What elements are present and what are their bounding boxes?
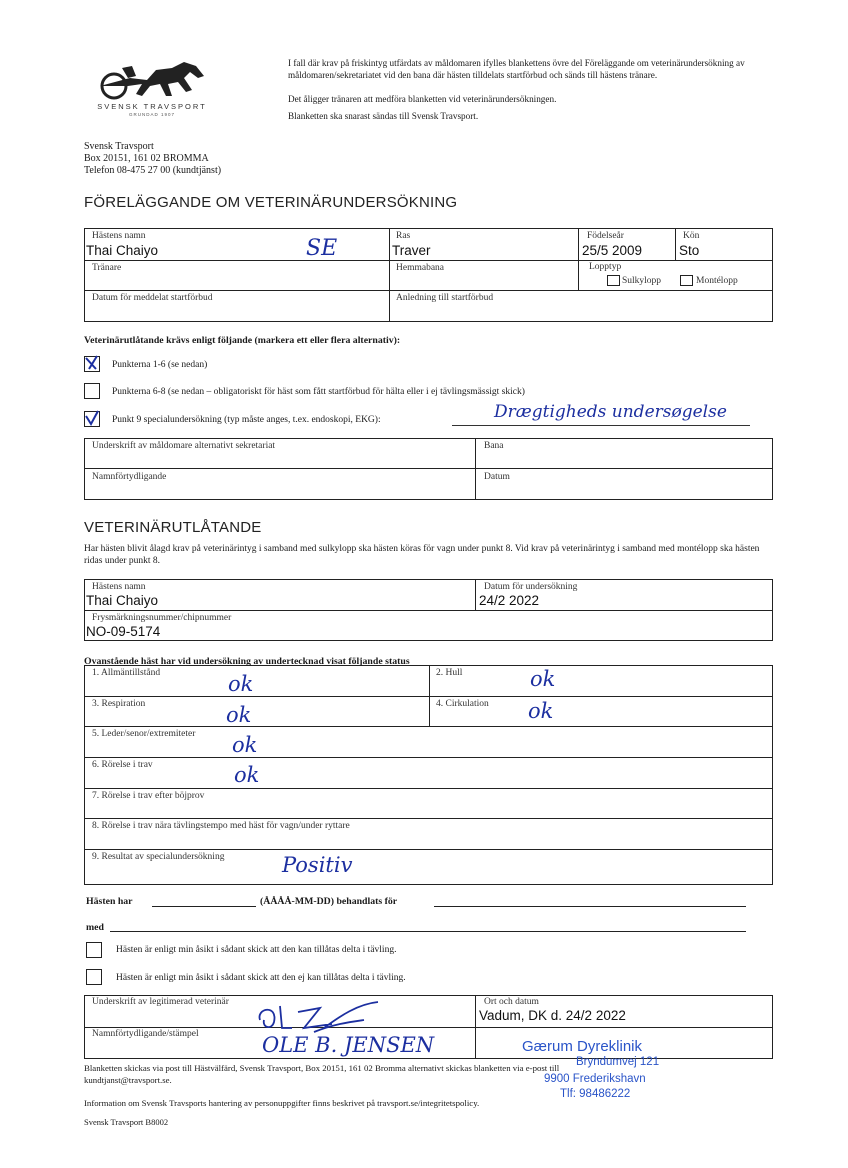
option-2-label: Punkterna 6-8 (se nedan – obligatoriskt för häst som fått startförbud för hälta eller i ej tävlingsmässigt skick) bbox=[112, 387, 525, 397]
gender-label: Kön bbox=[683, 231, 700, 241]
footer-line-1: Blanketten skickas via post till Hästvälfärd, Svensk Travsport, Box 20151, 161 02 Bromma alternativt skickas blanketten via e-post till bbox=[84, 1063, 560, 1073]
fit-yes-checkbox[interactable] bbox=[86, 942, 102, 958]
horse-name-label: Hästens namn bbox=[92, 231, 146, 241]
monte-checkbox[interactable] bbox=[680, 275, 693, 286]
logo-subtext: GRUNDAD 1907 bbox=[128, 112, 175, 117]
clinic-stamp-name: Gærum Dyreklinik bbox=[522, 1038, 643, 1055]
status-value-4: ok bbox=[528, 699, 554, 723]
option-1-label: Punkterna 1-6 (se nedan) bbox=[112, 360, 208, 370]
status-value-3: ok bbox=[226, 703, 252, 727]
status-value-6: ok bbox=[234, 763, 260, 787]
exam-horse-name-label: Hästens namn bbox=[92, 582, 146, 592]
race-type-label: Lopptyp bbox=[589, 262, 622, 272]
fit-yes-label: Hästen är enligt min åsikt i sådant skick att den kan tillåtas delta i tävling. bbox=[116, 945, 397, 955]
form-code: Svensk Travsport B8002 bbox=[84, 1117, 169, 1127]
exam-date-label: Datum för undersökning bbox=[484, 582, 578, 592]
trotter-logo-icon bbox=[92, 56, 212, 102]
monte-label: Montélopp bbox=[696, 276, 738, 286]
gender-value: Sto bbox=[679, 243, 700, 258]
fit-no-checkbox[interactable] bbox=[86, 969, 102, 985]
name-stamp-label: Namnförtydligande/stämpel bbox=[92, 1029, 199, 1039]
handwritten-se: SE bbox=[306, 236, 338, 261]
option-3-label: Punkt 9 specialundersökning (typ måste anges, t.ex. endoskopi, EKG): bbox=[112, 415, 381, 425]
address-line-3: Telefon 08-475 27 00 (kundtjänst) bbox=[84, 165, 222, 176]
chip-value: NO-09-5174 bbox=[86, 624, 161, 639]
track-label: Bana bbox=[484, 441, 504, 451]
clinic-stamp-city: 9900 Frederikshavn bbox=[544, 1073, 646, 1085]
status-heading: Ovanstående häst har vid undersökning av undertecknad visat följande status bbox=[84, 656, 410, 667]
intro-text-2: Det åligger tränaren att medföra blanketten vid veterinärundersökningen. bbox=[288, 94, 557, 104]
referee-signature-label: Underskrift av måldomare alternativt sekretariat bbox=[92, 441, 276, 451]
trainer-label: Tränare bbox=[92, 263, 122, 273]
section2-title: VETERINÄRUTLÅTANDE bbox=[84, 519, 262, 536]
sulky-label: Sulkylopp bbox=[622, 276, 662, 286]
check-mark-icon bbox=[84, 354, 100, 370]
option-3-checkbox[interactable] bbox=[84, 411, 100, 427]
svensk-travsport-logo bbox=[92, 56, 212, 120]
intro-text-1: I fall där krav på friskintyg utfärdats av måldomaren ifylles blankettens övre del Föreläggande om veterinärundersökning av måldomaren/sekretariatet vid den bana där hästen tilldelats startförbud och sänds till hästens tränare. bbox=[288, 58, 745, 80]
section1-title: FÖRELÄGGANDE OM VETERINÄRUNDERSÖKNING bbox=[84, 194, 458, 211]
home-track-label: Hemmabana bbox=[396, 263, 445, 273]
intro-text-3: Blanketten ska snarast sändas till Svensk Travsport. bbox=[288, 111, 479, 121]
status-value-9: Positiv bbox=[282, 853, 353, 877]
requirements-heading: Veterinärutlåtande krävs enligt följande (markera ett eller flera alternativ): bbox=[84, 335, 401, 346]
status-label-2: 2. Hull bbox=[436, 668, 463, 678]
footer-line-2: kundtjanst@travsport.se. bbox=[84, 1075, 172, 1085]
status-label-4: 4. Cirkulation bbox=[436, 699, 489, 709]
option-1-checkbox[interactable] bbox=[84, 356, 100, 372]
place-date-label: Ort och datum bbox=[484, 997, 539, 1007]
fit-no-label: Hästen är enligt min åsikt i sådant skick att den ej kan tillåtas delta i tävling. bbox=[116, 973, 406, 983]
status-label-6: 6. Rörelse i trav bbox=[92, 760, 153, 770]
footer-line-3: Information om Svensk Travsports hantering av personuppgifter finns beskrivet på travsport.se/integritetspolicy. bbox=[84, 1098, 480, 1108]
logo-text: SVENSK TRAVSPORT bbox=[97, 102, 207, 111]
status-value-2: ok bbox=[530, 667, 556, 691]
referee-date-label: Datum bbox=[484, 472, 510, 482]
exam-horse-name-value: Thai Chaiyo bbox=[86, 593, 159, 608]
clinic-stamp-street: Bryndumvej 121 bbox=[576, 1056, 660, 1068]
horse-name-value: Thai Chaiyo bbox=[86, 243, 159, 258]
treated-label-b: (ÅÅÅÅ-MM-DD) behandlats för bbox=[260, 896, 398, 907]
status-label-5: 5. Leder/senor/extremiteter bbox=[92, 729, 196, 739]
section2-intro: Har hästen blivit ålagd krav på veterinärintyg i samband med sulkylopp ska hästen köras för vagn under punkt 8. Vid krav på veterinärintyg i samband med montélopp ska hästen ridas under punkt 8. bbox=[84, 544, 760, 566]
status-label-7: 7. Rörelse i trav efter böjprov bbox=[92, 791, 205, 801]
place-date-value: Vadum, DK d. 24/2 2022 bbox=[479, 1008, 626, 1023]
status-label-1: 1. Allmäntillstånd bbox=[92, 668, 161, 678]
vet-signature-label: Underskrift av legitimerad veterinär bbox=[92, 997, 229, 1007]
status-label-9: 9. Resultat av specialundersökning bbox=[92, 852, 225, 862]
birth-year-label: Födelseår bbox=[587, 231, 624, 241]
option-2-checkbox[interactable] bbox=[84, 383, 100, 399]
vet-name-handwritten: OLE B. JENSEN bbox=[262, 1033, 435, 1057]
exam-date-value: 24/2 2022 bbox=[479, 593, 540, 608]
address-line-1: Svensk Travsport bbox=[84, 141, 154, 152]
option-3-handwritten: Drægtigheds undersøgelse bbox=[494, 402, 727, 422]
chip-label: Frysmärkningsnummer/chipnummer bbox=[92, 613, 232, 623]
check-mark-icon bbox=[84, 410, 100, 426]
status-label-8: 8. Rörelse i trav nära tävlingstempo med häst för vagn/under ryttare bbox=[92, 821, 350, 831]
status-value-1: ok bbox=[228, 672, 254, 696]
breed-label: Ras bbox=[396, 231, 411, 241]
birth-year-value: 25/5 2009 bbox=[582, 243, 643, 258]
vet-signature-icon bbox=[254, 998, 384, 1034]
address-line-2: Box 20151, 161 02 BROMMA bbox=[84, 153, 209, 164]
status-value-5: ok bbox=[232, 733, 258, 757]
referee-name-label: Namnförtydligande bbox=[92, 472, 167, 482]
treated-label-a: Hästen har bbox=[86, 896, 133, 907]
ban-date-label: Datum för meddelat startförbud bbox=[92, 293, 213, 303]
ban-reason-label: Anledning till startförbud bbox=[396, 293, 494, 303]
treated-with-label: med bbox=[86, 922, 104, 933]
status-label-3: 3. Respiration bbox=[92, 699, 146, 709]
sulky-checkbox[interactable] bbox=[607, 275, 620, 286]
clinic-stamp-phone: Tlf: 98486222 bbox=[560, 1088, 631, 1100]
breed-value: Traver bbox=[392, 243, 431, 258]
